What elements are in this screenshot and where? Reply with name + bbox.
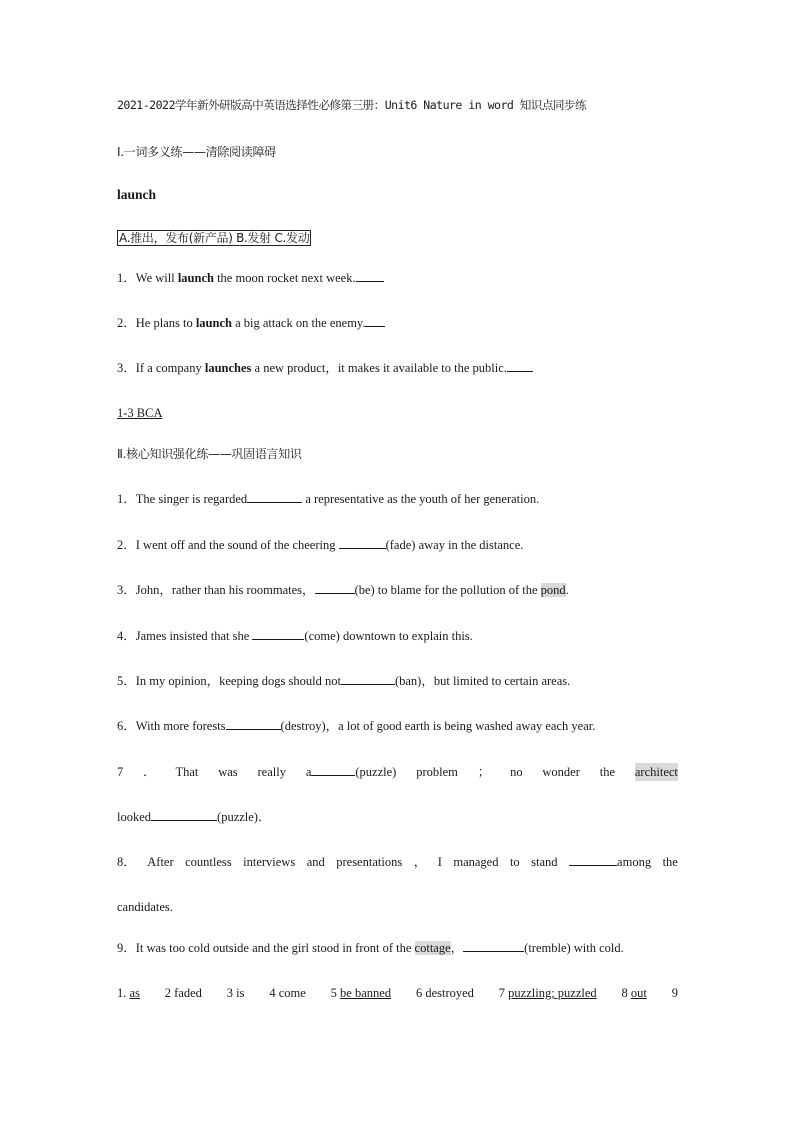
s2-question-8-line1 <box>117 853 678 871</box>
question-text: In my opinion，keeping dogs should not <box>135 674 341 688</box>
answer-7 <box>499 984 597 1002</box>
question-text: a representative as the youth of her generation. <box>302 492 540 506</box>
item-number: 2． <box>117 316 136 330</box>
section2-heading: Ⅱ.核心知识强化练——巩固语言知识 <box>117 447 302 461</box>
question-text: ， <box>450 941 464 955</box>
answer-text: puzzling; puzzled <box>508 986 597 1000</box>
item-text: a big attack on the enemy. <box>231 316 366 330</box>
question-text: (puzzle)． <box>217 810 271 824</box>
highlighted-word: architect <box>634 765 678 779</box>
item-number: 3． <box>117 361 136 375</box>
meaning-options <box>117 229 311 247</box>
s2-question-1 <box>117 490 539 508</box>
item-text: the moon rocket next week. <box>213 271 356 285</box>
answer-blank[interactable] <box>151 809 217 821</box>
answer-text: be banned <box>340 986 392 1000</box>
answer-blank[interactable] <box>341 673 395 685</box>
section2-answers <box>117 984 678 1002</box>
question-text: With more forests <box>135 719 226 733</box>
s2-question-3 <box>117 581 569 599</box>
answer-6 <box>416 984 474 1002</box>
word: interviews <box>243 855 296 869</box>
answer-blank[interactable] <box>365 315 385 327</box>
s2-question-9 <box>117 939 624 957</box>
question-number: 5． <box>117 674 136 688</box>
answer-3 <box>227 984 245 1002</box>
word: among <box>617 855 652 869</box>
word: stand <box>531 855 558 869</box>
answer-number: 2 <box>164 986 172 1000</box>
question-text: John，rather than his roommates， <box>135 583 315 597</box>
answer-blank[interactable] <box>356 270 384 282</box>
document-title: 2021-2022学年新外研版高中英语选择性必修第三册：Unit6 Nature in word 知识点同步练 <box>117 98 586 112</box>
answer-blank[interactable] <box>226 718 281 730</box>
answer-text: come <box>278 986 306 1000</box>
word: wonder <box>542 765 580 779</box>
answer-number: 9 <box>671 986 678 1000</box>
item-text: He plans to <box>135 316 196 330</box>
question-number: 6． <box>117 719 136 733</box>
s2-question-6 <box>117 717 595 735</box>
target-word: launch <box>117 187 157 202</box>
question-number: 9． <box>117 941 136 955</box>
question-text: James insisted that she <box>135 629 253 643</box>
question-number: 4． <box>117 629 136 643</box>
answer-text: is <box>236 986 245 1000</box>
item-text: We will <box>135 271 178 285</box>
answer-5 <box>331 984 391 1002</box>
word-with-blank <box>569 853 651 871</box>
question-text: (fade) away in the distance. <box>385 538 524 552</box>
word: was <box>218 765 238 779</box>
answer-number: 5 <box>330 986 337 1000</box>
answer-blank[interactable] <box>339 537 386 549</box>
question-text: (tremble) with cold. <box>524 941 624 955</box>
question-number: 7 <box>117 765 124 779</box>
word: a <box>305 765 312 779</box>
answer-blank[interactable] <box>507 360 533 372</box>
word: countless <box>185 855 232 869</box>
word: the <box>599 765 616 779</box>
question-text: (ban)，but limited to certain areas. <box>394 674 571 688</box>
item-text: a new product，it makes it available to the public. <box>251 361 507 375</box>
answer-number: 6 <box>415 986 423 1000</box>
answer-blank[interactable] <box>252 628 304 640</box>
question-text: (come) downtown to explain this. <box>304 629 473 643</box>
s2-question-8-line2: candidates. <box>117 900 173 914</box>
answer-8 <box>622 984 647 1002</box>
s2-question-7-line2 <box>117 808 270 826</box>
answer-number: 4 <box>269 986 276 1000</box>
item-number: 1． <box>117 271 136 285</box>
answer-number: 3 <box>226 986 234 1000</box>
bold-word: launch <box>177 271 214 285</box>
punctuation: ； <box>477 765 491 779</box>
word: managed <box>453 855 499 869</box>
answer-4 <box>269 984 305 1002</box>
answer-text: as <box>129 986 140 1000</box>
answer-text: destroyed <box>425 986 474 1000</box>
question-text: (be) to blame for the pollution of the <box>354 583 541 597</box>
answer-number: 8 <box>621 986 628 1000</box>
answer-2 <box>165 984 202 1002</box>
word: and <box>306 855 325 869</box>
word: (puzzle) <box>355 765 397 779</box>
answer-blank[interactable] <box>315 582 355 594</box>
highlighted-word: pond <box>540 583 566 597</box>
s2-question-7-line1 <box>117 763 678 781</box>
section1-answer: 1-3 BCA <box>117 406 163 420</box>
s1-item-3 <box>117 359 533 377</box>
answer-number: 7 <box>498 986 506 1000</box>
answer-blank[interactable] <box>463 940 524 952</box>
word: problem <box>416 765 458 779</box>
answer-blank[interactable] <box>311 764 355 776</box>
answer-number: 1. <box>117 986 127 1000</box>
options-box: A.推出，发布(新产品) B.发射 C.发动 <box>119 231 310 245</box>
word: to <box>509 855 520 869</box>
question-number: 3． <box>117 583 136 597</box>
punctuation: ． <box>143 765 156 779</box>
question-text: It was too cold outside and the girl stood in front of the <box>135 941 415 955</box>
s2-question-2 <box>117 536 523 554</box>
word: no <box>510 765 523 779</box>
word: That <box>175 765 199 779</box>
question-text: I went off and the sound of the cheering <box>135 538 339 552</box>
item-text: If a company <box>135 361 205 375</box>
s2-question-4 <box>117 627 473 645</box>
section1-heading: Ⅰ.一词多义练——清除阅读障碍 <box>117 145 276 159</box>
s2-question-5 <box>117 672 570 690</box>
word: I <box>437 855 442 869</box>
s1-item-2 <box>117 314 385 332</box>
question-text: . <box>565 583 569 597</box>
bold-word: launches <box>204 361 252 375</box>
question-text: The singer is regarded <box>135 492 248 506</box>
answer-text: out <box>630 986 647 1000</box>
word: the <box>662 855 678 869</box>
answer-1 <box>117 984 140 1002</box>
word: presentations <box>336 855 403 869</box>
question-number: 8． <box>117 855 136 869</box>
word: After <box>147 855 174 869</box>
bold-word: launch <box>195 316 232 330</box>
answer-blank[interactable] <box>569 854 617 866</box>
s1-item-1 <box>117 269 384 287</box>
question-number: 1． <box>117 492 136 506</box>
answer-text: faded <box>174 986 202 1000</box>
answer-blank[interactable] <box>247 491 302 503</box>
highlighted-word: cottage <box>414 941 451 955</box>
question-text: (destroy)，a lot of good earth is being washed away each year. <box>280 719 596 733</box>
question-number: 2． <box>117 538 136 552</box>
question-text: looked <box>117 810 152 824</box>
punctuation: ， <box>413 855 427 869</box>
word-with-blank <box>306 763 397 781</box>
word: really <box>257 765 286 779</box>
